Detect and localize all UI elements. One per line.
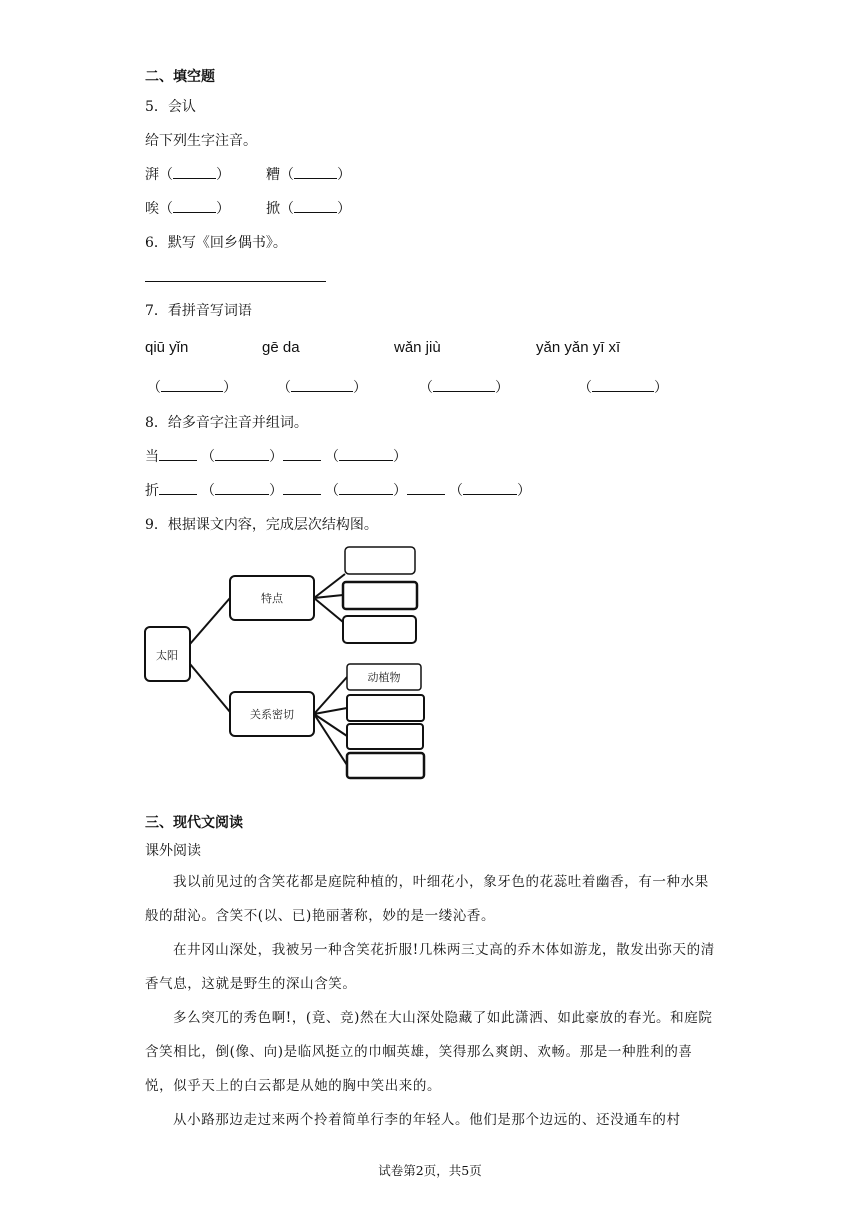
answer-blank[interactable]	[283, 480, 321, 495]
structure-diagram	[140, 540, 440, 785]
diagram-leaf-box[interactable]	[347, 724, 423, 749]
diagram-leaf-box[interactable]	[343, 582, 417, 609]
connector	[314, 714, 347, 736]
phonetic-char: 唉	[145, 201, 159, 217]
connector	[190, 664, 230, 712]
diagram-leaf-label: 动植物	[367, 671, 401, 684]
phonetic-char: 糟	[266, 167, 280, 183]
connector	[314, 714, 347, 765]
polyphone-row-1: 当 （ ） （ ）	[145, 446, 407, 466]
reading-paragraph-3: 多么突兀的秀色啊!，(竟、竞)然在大山深处隐藏了如此潇洒、如此豪放的春光。和庭院含笑相比，倒(像、向)是临风挺立的巾帼英雄，笑得那么爽朗、欢畅。那是一种胜利的喜悦，似乎天上的白云都是从她的胸中笑出来的。	[145, 1010, 713, 1094]
answer-blank[interactable]	[215, 446, 269, 461]
answer-blank[interactable]	[294, 164, 337, 179]
pinyin-1: qiū yǐn	[145, 339, 189, 356]
pinyin-4: yǎn yǎn yī xī	[536, 339, 621, 356]
question-8-title: 8．给多音字注音并组词。	[145, 415, 308, 431]
answer-blank[interactable]	[433, 377, 495, 392]
phonetic-item-1: 湃（ ）	[145, 164, 230, 184]
word-blank-2: （ ）	[277, 377, 367, 397]
answer-blank[interactable]	[159, 446, 197, 461]
section-subheading: 课外阅读	[145, 843, 201, 859]
answer-blank[interactable]	[173, 164, 216, 179]
question-9-title: 9．根据课文内容，完成层次结构图。	[145, 517, 378, 533]
question-5-instruction: 给下列生字注音。	[145, 133, 257, 149]
answer-blank[interactable]	[339, 480, 393, 495]
answer-blank[interactable]	[215, 480, 269, 495]
word-blank-4: （ ）	[578, 377, 668, 397]
section-heading-reading: 三、现代文阅读	[145, 815, 243, 831]
diagram-leaf-box[interactable]	[345, 547, 415, 574]
reading-paragraph-2: 在井冈山深处，我被另一种含笑花折服!几株两三丈高的乔木体如游龙，散发出弥天的清香气息，这就是野生的深山含笑。	[145, 942, 715, 992]
answer-blank[interactable]	[294, 198, 337, 213]
diagram-leaf-box[interactable]	[347, 695, 424, 721]
answer-blank[interactable]	[339, 446, 393, 461]
diagram-branch-label-traits: 特点	[261, 592, 283, 605]
answer-blank[interactable]	[592, 377, 654, 392]
phonetic-char: 掀	[266, 201, 280, 217]
word-blank-3: （ ）	[419, 377, 509, 397]
polyphone-row-2: 折 （ ） （ ） （ ）	[145, 480, 531, 500]
question-7-title: 7．看拼音写词语	[145, 303, 252, 319]
polyphone-char: 折	[145, 483, 159, 499]
diagram-leaf-box[interactable]	[347, 753, 424, 778]
pinyin-3: wǎn jiù	[394, 339, 441, 356]
answer-blank[interactable]	[283, 446, 321, 461]
diagram-root-label: 太阳	[156, 649, 178, 662]
connector	[190, 598, 230, 644]
phonetic-item-2: 糟（ ）	[266, 164, 351, 184]
phonetic-item-4: 掀（ ）	[266, 198, 351, 218]
page-footer: 试卷第2页，共5页	[378, 1163, 482, 1178]
pinyin-2: gē da	[262, 339, 300, 356]
word-blank-1: （ ）	[147, 377, 237, 397]
polyphone-char: 当	[145, 449, 159, 465]
answer-blank[interactable]	[291, 377, 353, 392]
phonetic-char: 湃	[145, 167, 159, 183]
diagram-leaf-box[interactable]	[343, 616, 416, 643]
connector	[314, 598, 343, 622]
reading-paragraph-4: 从小路那边走过来两个拎着简单行李的年轻人。他们是那个边远的、还没通车的村	[173, 1112, 681, 1128]
section-heading-fill-blank: 二、填空题	[145, 69, 215, 85]
question-6-title: 6．默写《回乡偶书》。	[145, 235, 287, 251]
question-5-title: 5．会认	[145, 99, 196, 115]
answer-line[interactable]	[145, 281, 326, 282]
answer-blank[interactable]	[161, 377, 223, 392]
diagram-branch-label-relation: 关系密切	[250, 708, 294, 721]
answer-blank[interactable]	[463, 480, 517, 495]
phonetic-item-3: 唉（ ）	[145, 198, 230, 218]
answer-blank[interactable]	[173, 198, 216, 213]
reading-paragraph-1: 我以前见过的含笑花都是庭院种植的，叶细花小，象牙色的花蕊吐着幽香，有一种水果般的甜沁。含笑不(以、已)艳丽著称，妙的是一缕沁香。	[145, 874, 709, 924]
answer-blank[interactable]	[159, 480, 197, 495]
answer-blank[interactable]	[407, 480, 445, 495]
